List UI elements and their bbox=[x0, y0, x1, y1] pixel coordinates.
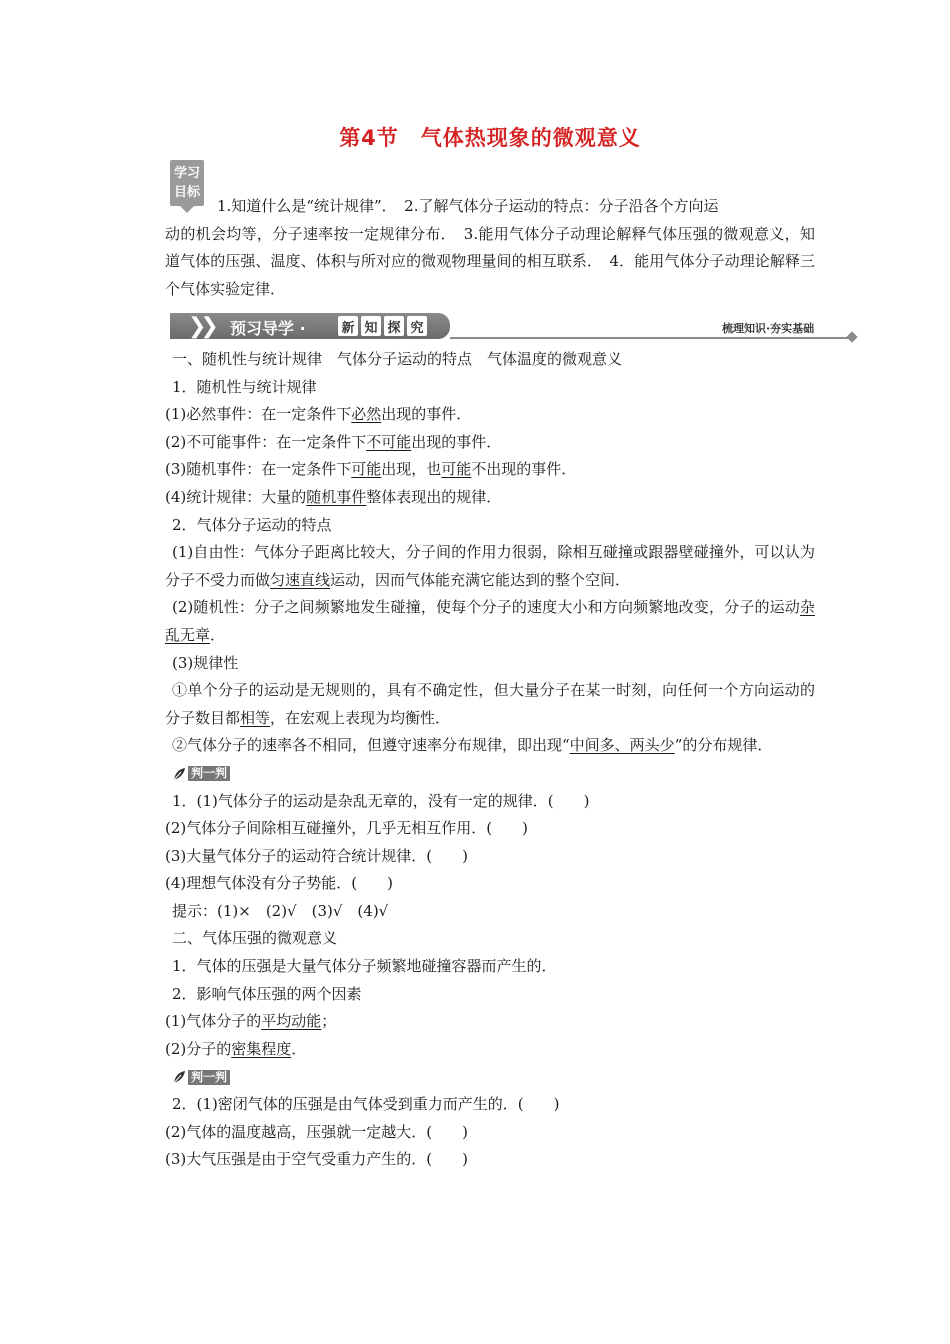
banner-box: 新 bbox=[338, 316, 358, 336]
answer-blank: 相等 bbox=[240, 708, 271, 727]
section2-heading: 二、气体压强的微观意义 bbox=[172, 929, 338, 948]
subheading: 2．影响气体压强的两个因素 bbox=[172, 984, 362, 1003]
diamond-icon bbox=[846, 331, 857, 342]
question-line: 2．(1)密闭气体的压强是由气体受到重力而产生的．( ) bbox=[172, 1095, 560, 1114]
question-line: (3)大量气体分子的运动符合统计规律．( ) bbox=[165, 846, 468, 865]
answer-blank: 不可能 bbox=[366, 432, 412, 451]
main-content bbox=[165, 346, 815, 1174]
learning-goals-text bbox=[165, 193, 815, 303]
goals-first-line: 1.知道什么是“统计规律”． 2.了解气体分子运动的特点：分子沿各个方向运 bbox=[217, 197, 719, 215]
question-line: (2)气体分子间除相互碰撞外，几乎无相互作用．( ) bbox=[165, 819, 528, 838]
text-line: (4)统计规律：大量的随机事件整体表现出的规律． bbox=[165, 487, 502, 506]
double-chevron-icon: ❯❯ bbox=[188, 314, 213, 339]
answer-blank: 中间多、两头少 bbox=[569, 736, 675, 755]
text-paragraph: ①单个分子的运动是无规则的，具有不确定性，但大量分子在某一时刻，向任何一个方向运动的分子数目都相等，在宏观上表现为均衡性． bbox=[165, 681, 815, 727]
judge-tag: 判一判 bbox=[188, 1070, 230, 1085]
judge-tag: 判一判 bbox=[188, 766, 230, 781]
section1-heading: 一、随机性与统计规律 气体分子运动的特点 气体温度的微观意义 bbox=[172, 350, 623, 368]
judge-label bbox=[165, 760, 815, 788]
banner-box: 探 bbox=[384, 316, 404, 336]
question-line: (2)气体的温度越高，压强就一定越大．( ) bbox=[165, 1122, 468, 1141]
answer-blank: 匀速直线 bbox=[270, 570, 331, 589]
text-paragraph: (1)自由性：气体分子距离比较大，分子间的作用力很弱，除相互碰撞或跟器壁碰撞外，可以认为分子不受力而做匀速直线运动，因而气体能充满它能达到的整个空间． bbox=[165, 543, 815, 589]
goals-rest: 动的机会均等，分子速率按一定规律分布． 3.能用气体分子动理论解释气体压强的微观意义，知道气体的压强、温度、体积与所对应的微观物理量间的相互联系． 4．能用气体分子动理论解释三个气体实验定律． bbox=[165, 224, 815, 298]
subheading: 1．随机性与统计规律 bbox=[172, 377, 317, 396]
text-line: (1)必然事件：在一定条件下必然出现的事件． bbox=[165, 405, 472, 424]
text-line: (1)气体分子的平均动能； bbox=[165, 1012, 337, 1031]
text-line: (3)随机事件：在一定条件下可能出现，也可能不出现的事件． bbox=[165, 460, 577, 479]
badge-line2: 目标 bbox=[173, 185, 200, 200]
page-title: 第4节 气体热现象的微观意义 bbox=[339, 126, 641, 150]
leaf-icon bbox=[172, 767, 186, 781]
answer-blank: 密集程度 bbox=[231, 1039, 292, 1058]
banner-rule bbox=[450, 337, 850, 339]
judge-label bbox=[165, 1063, 815, 1091]
answer-blank: 随机事件 bbox=[306, 487, 367, 506]
banner-title: 预习导学 · bbox=[230, 319, 306, 338]
text-paragraph: (2)随机性：分子之间频繁地发生碰撞，使每个分子的速度大小和方向频繁地改变，分子的运动杂乱无章． bbox=[165, 598, 815, 644]
question-line: 1．(1)气体分子的运动是杂乱无章的，没有一定的规律．( ) bbox=[172, 791, 590, 810]
subheading: 2．气体分子运动的特点 bbox=[172, 515, 332, 534]
text-line: (2)不可能事件：在一定条件下不可能出现的事件． bbox=[165, 432, 502, 451]
banner-box: 知 bbox=[361, 316, 381, 336]
text-line: (3)规律性 bbox=[172, 653, 239, 672]
banner-boxes bbox=[338, 316, 427, 336]
question-line: (3)大气压强是由于空气受重力产生的．( ) bbox=[165, 1150, 468, 1169]
section-banner bbox=[170, 313, 450, 339]
answer-blank: 可能 bbox=[351, 460, 382, 479]
text-line: (2)分子的密集程度． bbox=[165, 1039, 307, 1058]
text-line: 1．气体的压强是大量气体分子频繁地碰撞容器而产生的． bbox=[172, 957, 557, 976]
badge-line1: 学习 bbox=[173, 166, 200, 181]
answer-blank: 必然 bbox=[351, 405, 382, 424]
hint-line: 提示：(1)× (2)√ (3)√ (4)√ bbox=[172, 901, 389, 920]
question-line: (4)理想气体没有分子势能．( ) bbox=[165, 874, 393, 893]
banner-subtitle: 梳理知识·夯实基础 bbox=[722, 322, 815, 335]
answer-blank: 可能 bbox=[441, 460, 472, 479]
answer-blank: 平均动能 bbox=[261, 1012, 322, 1031]
text-paragraph: ②气体分子的速率各不相同，但遵守速率分布规律，即出现“中间多、两头少”的分布规律． bbox=[172, 736, 773, 755]
answer-blank: 杂乱无章 bbox=[165, 598, 815, 644]
banner-box: 究 bbox=[407, 316, 427, 336]
leaf-icon bbox=[172, 1070, 186, 1084]
